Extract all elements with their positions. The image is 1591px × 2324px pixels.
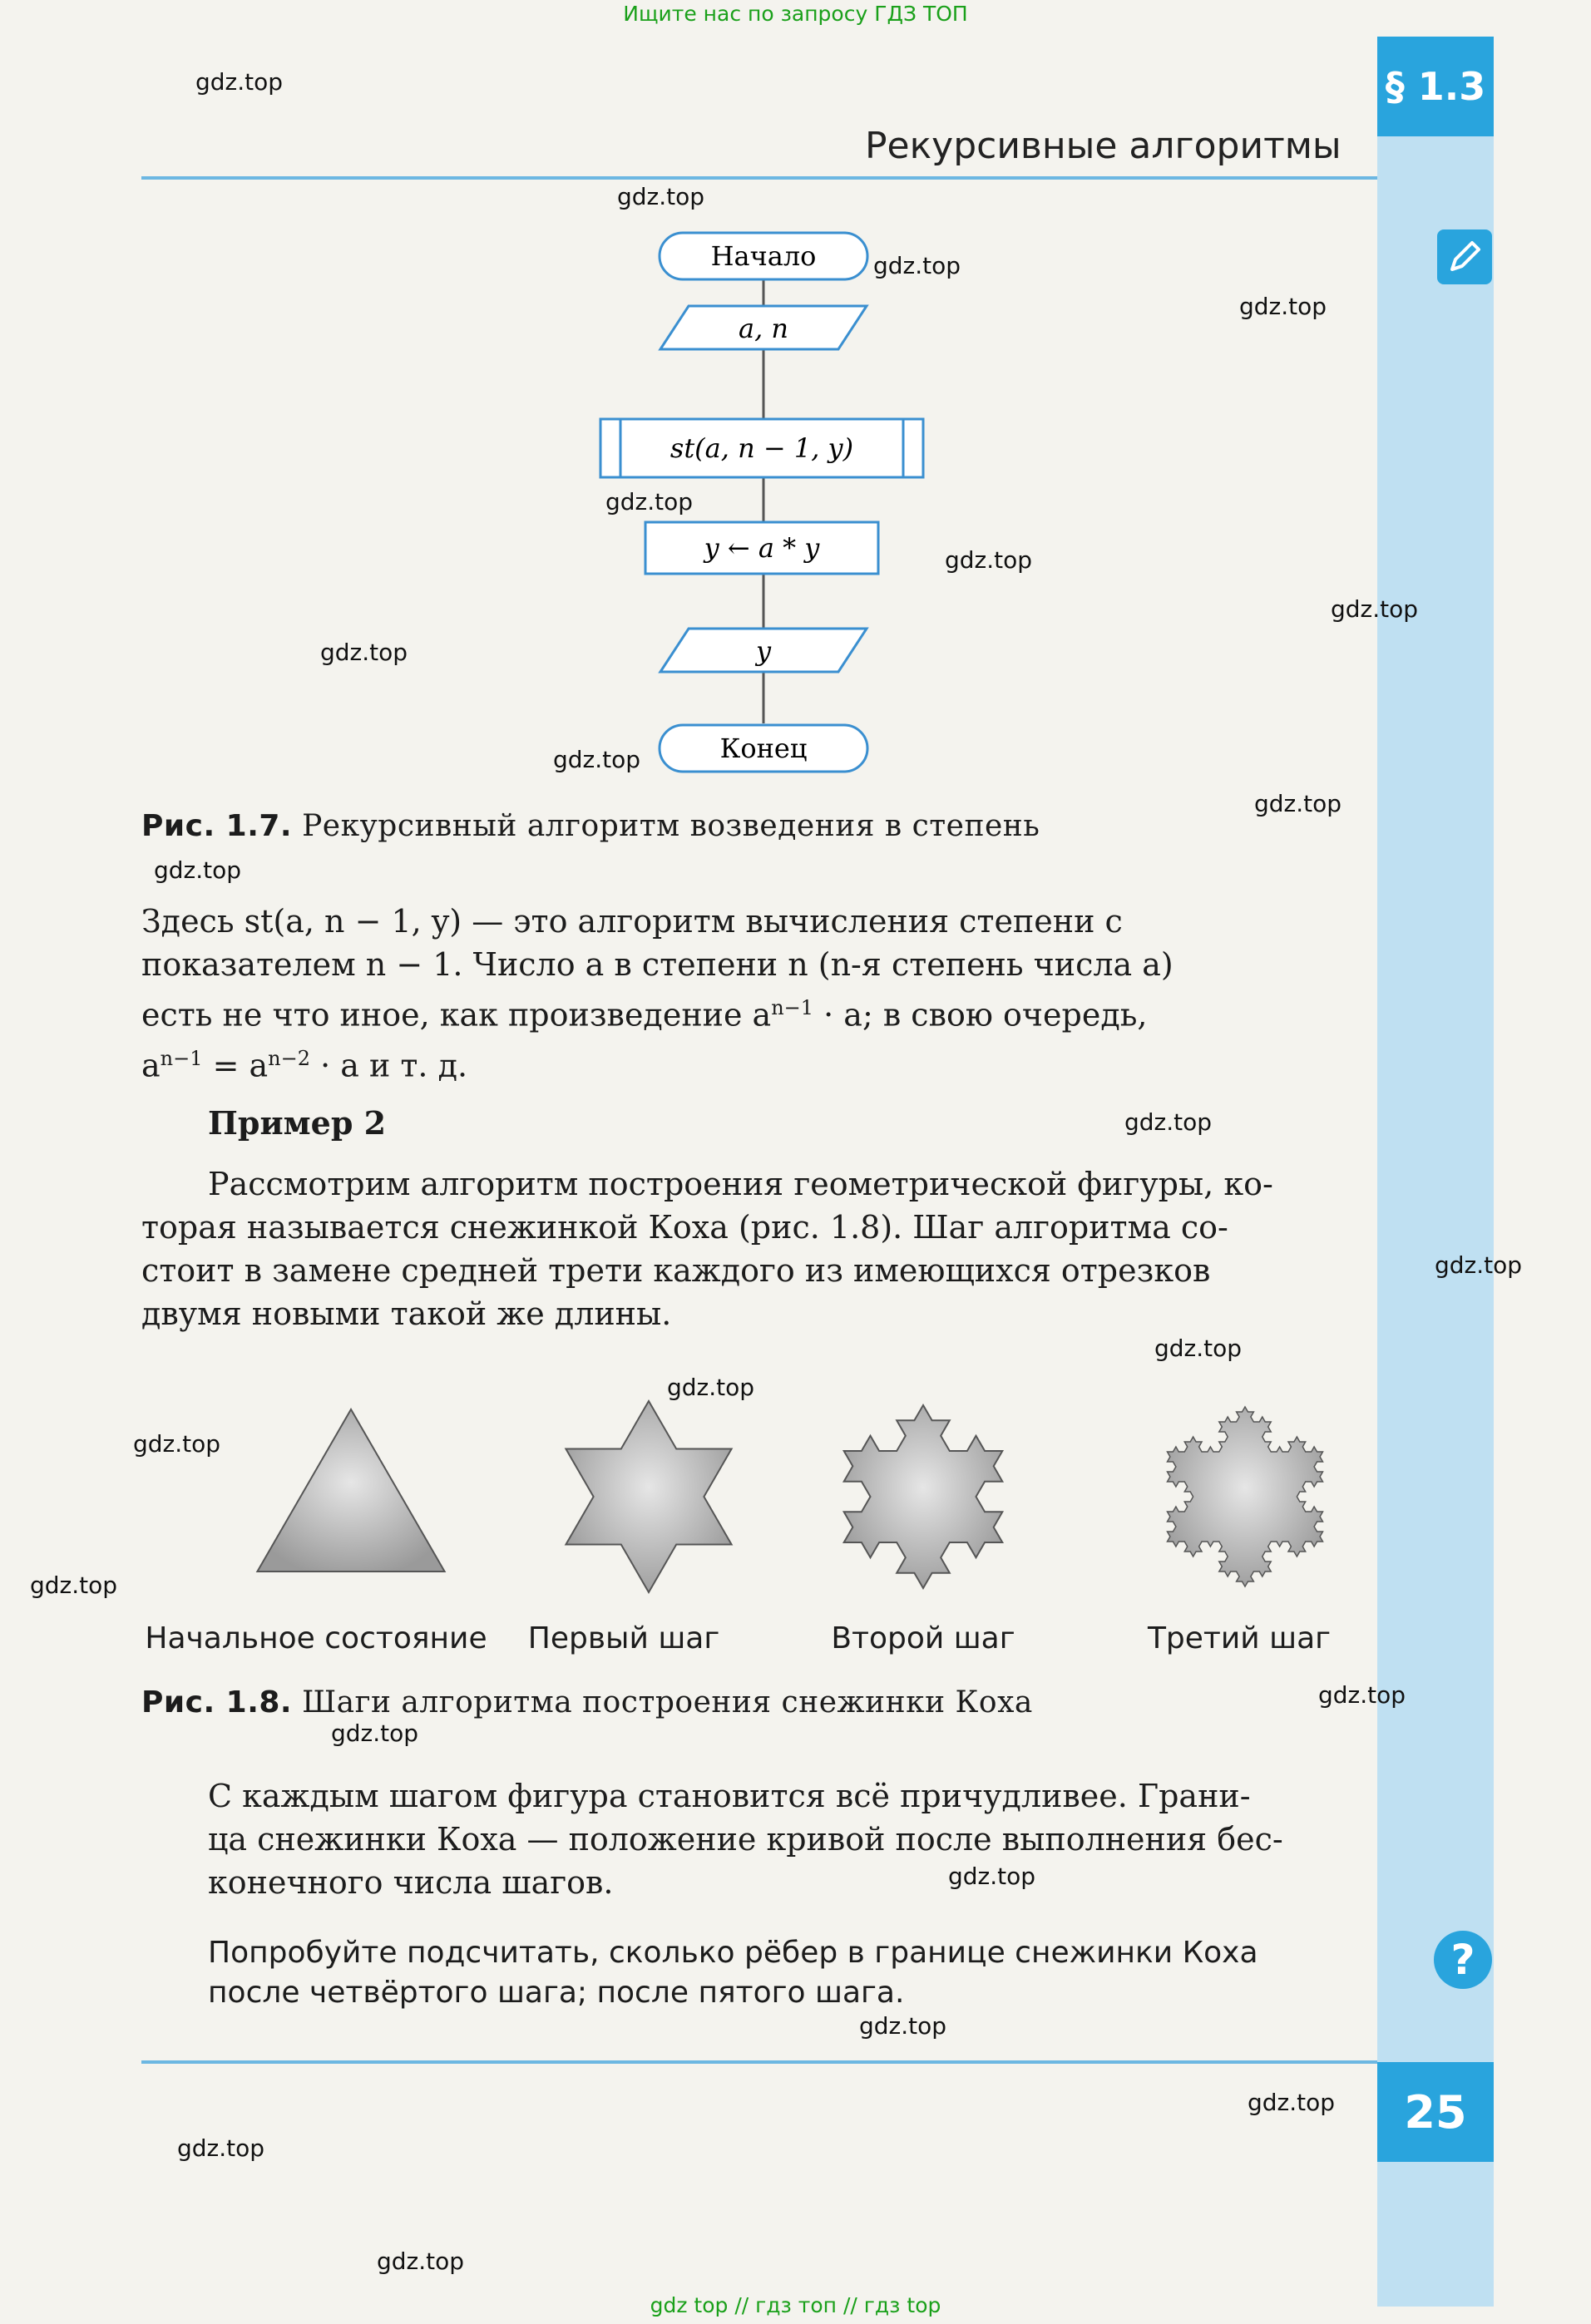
flowchart-start-label: Начало	[710, 240, 817, 272]
text-line: после четвёртого шага; после пятого шага.	[208, 1976, 905, 2010]
koch-step-label-2: Второй шаг	[831, 1621, 1015, 1655]
figure-1-8-caption	[141, 1685, 1033, 1720]
text-line: Рассмотрим алгоритм построения геометрической фигуры, ко-	[208, 1166, 1273, 1202]
text-line: ца снежинки Коха — положение кривой после выполнения бес-	[208, 1821, 1283, 1858]
watermark: gdz.top	[320, 639, 408, 666]
text-line: торая называется снежинкой Коха (рис. 1.8). Шаг алгоритма со-	[141, 1209, 1228, 1246]
header-rule	[141, 176, 1377, 180]
text-line: Попробуйте подсчитать, сколько рёбер в границе снежинки Коха	[208, 1936, 1258, 1970]
footer-rule	[141, 2060, 1377, 2064]
watermark: gdz.top	[553, 746, 641, 773]
watermark: gdz.top	[1124, 1108, 1213, 1136]
text-line: конечного числа шагов.	[208, 1864, 614, 1901]
watermark: gdz.top	[1248, 2089, 1336, 2116]
figure-1-7-caption	[141, 809, 1040, 843]
koch-step-label-1: Первый шаг	[527, 1621, 720, 1655]
text-line: показателем n − 1. Число a в степени n (n-я степень числа a)	[141, 946, 1173, 983]
watermark: gdz.top	[1254, 790, 1342, 817]
koch-step-0-shape	[257, 1409, 444, 1572]
pencil-icon	[1437, 229, 1492, 284]
watermark: gdz.top	[30, 1572, 118, 1599]
text-line: Здесь st(a, n − 1, y) — это алгоритм вычисления степени с	[141, 903, 1123, 940]
text-line: С каждым шагом фигура становится всё причудливее. Грани-	[208, 1778, 1251, 1814]
koch-step-label-0: Начальное состояние	[145, 1621, 487, 1655]
watermark: gdz.top	[667, 1374, 755, 1401]
watermark: gdz.top	[331, 1720, 419, 1747]
top-banner[interactable]: Ищите нас по запросу ГДЗ ТОП	[623, 2, 968, 26]
koch-step-3-shape	[1168, 1407, 1323, 1586]
figure-1-7-text: Рекурсивный алгоритм возведения в степень	[302, 809, 1040, 843]
flowchart-output-label: y	[755, 635, 772, 667]
section-title: Рекурсивные алгоритмы	[865, 125, 1341, 167]
question-block	[208, 1933, 1381, 2013]
footer-links[interactable]: gdz top // гдз топ // гдз top	[650, 2293, 941, 2317]
figure-1-8-label: Рис. 1.8.	[141, 1685, 293, 1720]
page-number: 25	[1377, 2062, 1494, 2162]
watermark: gdz.top	[617, 183, 705, 210]
figure-1-7-label: Рис. 1.7.	[141, 809, 293, 843]
figure-1-8-text: Шаги алгоритма построения снежинки Коха	[302, 1685, 1033, 1720]
question-icon: ?	[1434, 1931, 1492, 1989]
watermark: gdz.top	[873, 252, 961, 279]
paragraph-koch-intro	[141, 1162, 1381, 1335]
watermark: gdz.top	[177, 2134, 265, 2162]
flowchart-input-label: a, n	[738, 313, 789, 344]
koch-step-label-3: Третий шаг	[1147, 1621, 1332, 1655]
text-line: $a^{n-1} = a^{n-2} \cdot a$ и т. д.	[141, 1046, 468, 1084]
watermark: gdz.top	[195, 68, 284, 96]
watermark: gdz.top	[605, 488, 694, 516]
watermark: gdz.top	[133, 1430, 221, 1458]
koch-step-1-shape	[566, 1401, 731, 1592]
watermark: gdz.top	[377, 2248, 465, 2275]
paragraph-power	[141, 900, 1381, 1087]
watermark: gdz.top	[1318, 1681, 1406, 1709]
text-line: стоит в замене средней трети каждого из имеющихся отрезков	[141, 1252, 1211, 1289]
flowchart-end-label: Конец	[719, 733, 808, 764]
text-line: двумя новыми такой же длины.	[141, 1295, 672, 1332]
watermark: gdz.top	[1239, 293, 1327, 320]
example-2-heading: Пример 2	[208, 1104, 387, 1142]
watermark: gdz.top	[948, 1863, 1036, 1890]
koch-step-2-shape	[844, 1405, 1003, 1588]
flowchart-call-label: st(a, n − 1, y)	[670, 432, 854, 464]
watermark: gdz.top	[945, 546, 1033, 574]
section-number-tab: § 1.3	[1377, 37, 1494, 136]
text-line: есть не что иное, как произведение $a^{n-1} \cdot a$; в свою очередь,	[141, 996, 1148, 1034]
koch-snowflake-figures	[166, 1372, 1381, 1621]
watermark: gdz.top	[1435, 1251, 1523, 1279]
paragraph-koch-boundary	[141, 1774, 1381, 1904]
watermark: gdz.top	[154, 856, 242, 884]
flowchart-assign-label: y ← a * y	[704, 532, 820, 564]
watermark: gdz.top	[1154, 1335, 1243, 1362]
watermark: gdz.top	[1331, 595, 1419, 623]
watermark: gdz.top	[859, 2012, 947, 2040]
